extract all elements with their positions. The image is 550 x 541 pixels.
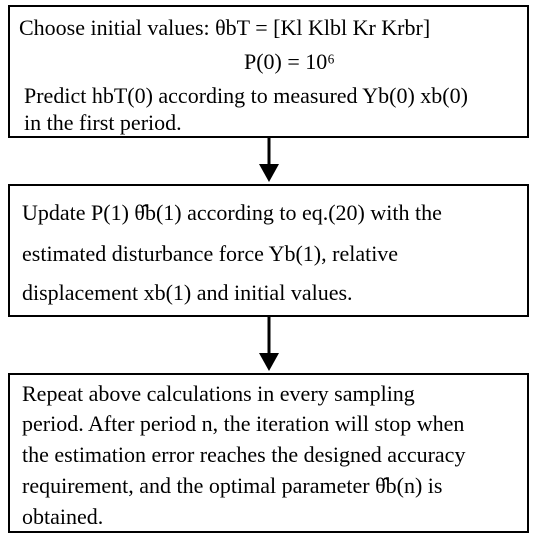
step-1-box (8, 5, 529, 138)
flow-arrow-1 (254, 138, 284, 184)
step-1-line-4: in the first period. (24, 110, 182, 135)
step-1-line-3: Predict hbT(0) according to measured Yb(0) xb(0) (24, 83, 468, 108)
step-2-line-2: estimated disturbance force Yb(1), relative (22, 241, 399, 266)
step-3-line-3: the estimation error reaches the designed accuracy (22, 442, 466, 467)
step-1-line-1: Choose initial values: θbT = [Kl Klbl Kr Krbr] (19, 15, 431, 40)
step-3-line-2: period. After period n, the iteration will stop when (22, 411, 465, 436)
step-3-line-4: requirement, and the optimal parameter θ̂b(n) is (22, 473, 443, 498)
step-1-line-2: P(0) = 10⁶ (244, 49, 335, 74)
step-2-box (8, 184, 529, 317)
step-2-line-3: displacement xb(1) and initial values. (22, 280, 353, 305)
step-2-line-1: Update P(1) θ̂b(1) according to eq.(20) with the (22, 200, 442, 225)
flow-arrow-2 (254, 317, 284, 373)
step-3-box (8, 373, 529, 533)
step-3-line-1: Repeat above calculations in every sampling (22, 381, 415, 406)
step-3-line-5: obtained. (22, 504, 104, 529)
